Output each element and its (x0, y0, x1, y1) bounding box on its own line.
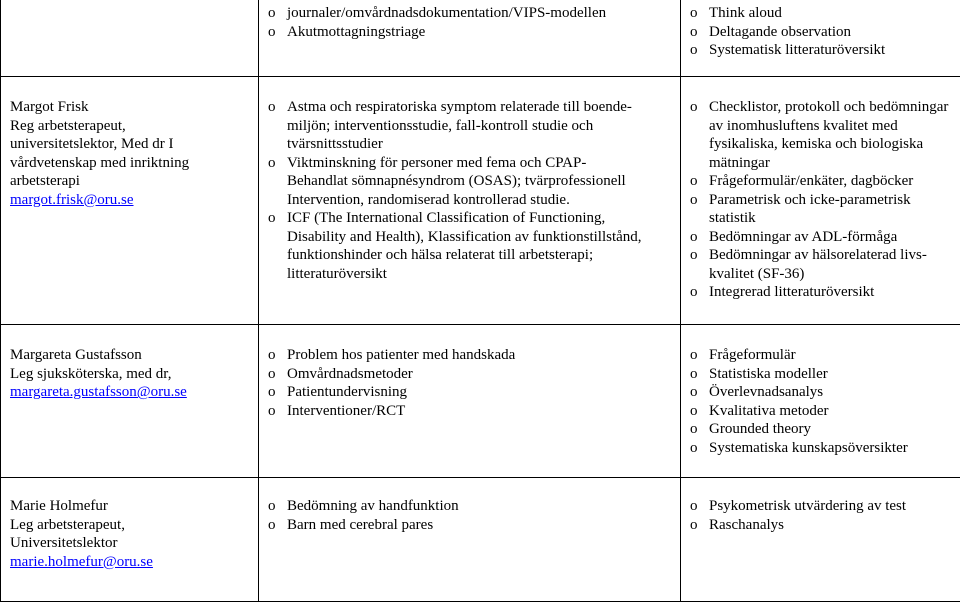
topic-item-text: Disability and Health), Klassification av funktionstillstånd, (287, 228, 680, 247)
method-item-text: Deltagande observation (709, 23, 960, 42)
researcher-name: Margot Frisk (10, 98, 258, 117)
method-item (690, 41, 960, 60)
bullet-marker: o (690, 283, 698, 302)
bullet-marker: o (690, 228, 698, 247)
bullet-marker: o (268, 4, 276, 23)
bullet-marker: o (268, 23, 276, 42)
method-item-text: Bedömningar av hälsorelaterad livs- (709, 246, 960, 265)
topic-item (268, 154, 680, 210)
method-item (690, 98, 960, 172)
researcher-title-line: vårdvetenskap med inriktning (10, 154, 258, 173)
researcher-title-line: Leg sjuksköterska, med dr, (10, 365, 258, 384)
topic-item-text: Omvårdnadsmetoder (287, 365, 680, 384)
bullet-marker: o (268, 402, 276, 421)
method-item (690, 516, 960, 535)
topics-list (268, 98, 680, 283)
bullet-marker: o (690, 402, 698, 421)
table-row (1, 0, 960, 77)
method-item (690, 439, 960, 458)
method-item (690, 246, 960, 283)
method-item-text: Parametrisk och icke-parametrisk (709, 191, 960, 210)
topic-item-text: Akutmottagningstriage (287, 23, 680, 42)
bullet-marker: o (690, 98, 698, 117)
email-link[interactable]: margot.frisk@oru.se (10, 191, 258, 210)
bullet-marker: o (268, 154, 276, 173)
methods-cell (681, 0, 960, 77)
topic-item-text: Behandlat sömnapnésyndrom (OSAS); tvärprofessionell (287, 172, 680, 191)
topic-item-text: Bedömning av handfunktion (287, 497, 680, 516)
topic-item (268, 365, 680, 384)
methods-list (690, 497, 960, 534)
researcher-cell (1, 77, 259, 325)
researcher-cell (1, 478, 259, 602)
topic-item (268, 209, 680, 283)
method-item-text: Statistiska modeller (709, 365, 960, 384)
researcher-title-line: Leg arbetsterapeut, (10, 516, 258, 535)
method-item-text: av inomhusluftens kvalitet med (709, 117, 960, 136)
method-item-text: Systematisk litteraturöversikt (709, 41, 960, 60)
method-item-text: kvalitet (SF-36) (709, 265, 960, 284)
topic-item-text: litteraturöversikt (287, 265, 680, 284)
table-row (1, 325, 960, 478)
bullet-marker: o (690, 246, 698, 265)
method-item-text: statistik (709, 209, 960, 228)
topic-item (268, 346, 680, 365)
bullet-marker: o (690, 346, 698, 365)
research-topics-cell (259, 0, 681, 77)
topic-item-text: Barn med cerebral pares (287, 516, 680, 535)
research-topics-cell (259, 478, 681, 602)
methods-cell (681, 478, 960, 602)
topic-item-text: miljön; interventionsstudie, fall-kontroll studie och (287, 117, 680, 136)
method-item-text: Bedömningar av ADL-förmåga (709, 228, 960, 247)
bullet-marker: o (268, 497, 276, 516)
topics-list (268, 4, 680, 41)
bullet-marker: o (268, 209, 276, 228)
method-item-text: Psykometrisk utvärdering av test (709, 497, 960, 516)
bullet-marker: o (690, 497, 698, 516)
method-item (690, 420, 960, 439)
method-item (690, 346, 960, 365)
topic-item-text: Astma och respiratoriska symptom relaterade till boende- (287, 98, 680, 117)
researcher-title-line: arbetsterapi (10, 172, 258, 191)
bullet-marker: o (690, 420, 698, 439)
method-item-text: Frågeformulär/enkäter, dagböcker (709, 172, 960, 191)
method-item (690, 23, 960, 42)
method-item-text: Raschanalys (709, 516, 960, 535)
method-item (690, 365, 960, 384)
method-item-text: Frågeformulär (709, 346, 960, 365)
bullet-marker: o (690, 191, 698, 210)
bullet-marker: o (268, 365, 276, 384)
researcher-cell (1, 0, 259, 77)
method-item (690, 383, 960, 402)
method-item-text: Systematiska kunskapsöversikter (709, 439, 960, 458)
method-item-text: mätningar (709, 154, 960, 173)
method-item-text: fysikaliska, kemiska och biologiska (709, 135, 960, 154)
bullet-marker: o (690, 383, 698, 402)
method-item (690, 172, 960, 191)
methods-list (690, 346, 960, 457)
bullet-marker: o (690, 365, 698, 384)
bullet-marker: o (690, 172, 698, 191)
researcher-name: Marie Holmefur (10, 497, 258, 516)
method-item (690, 228, 960, 247)
method-item (690, 497, 960, 516)
topic-item-text: Intervention, randomiserad kontrollerad studie. (287, 191, 680, 210)
method-item-text: Think aloud (709, 4, 960, 23)
bullet-marker: o (690, 41, 698, 60)
topic-item-text: Problem hos patienter med handskada (287, 346, 680, 365)
topic-item-text: journaler/omvårdnadsdokumentation/VIPS-modellen (287, 4, 680, 23)
researcher-title-line: Universitetslektor (10, 534, 258, 553)
method-item (690, 4, 960, 23)
topic-item (268, 383, 680, 402)
topic-item (268, 4, 680, 23)
research-topics-cell (259, 325, 681, 478)
researcher-cell (1, 325, 259, 478)
topic-item (268, 516, 680, 535)
methods-cell (681, 325, 960, 478)
topic-item (268, 497, 680, 516)
method-item (690, 402, 960, 421)
method-item (690, 283, 960, 302)
topic-item-text: funktionshinder och hälsa relaterat till arbetsterapi; (287, 246, 680, 265)
method-item-text: Grounded theory (709, 420, 960, 439)
topic-item (268, 98, 680, 154)
method-item-text: Överlevnadsanalys (709, 383, 960, 402)
researcher-title-line: universitetslektor, Med dr I (10, 135, 258, 154)
researcher-name: Margareta Gustafsson (10, 346, 258, 365)
topic-item-text: tvärsnittsstudier (287, 135, 680, 154)
bullet-marker: o (690, 516, 698, 535)
method-item-text: Kvalitativa metoder (709, 402, 960, 421)
methods-list (690, 98, 960, 302)
research-topics-cell (259, 77, 681, 325)
topic-item-text: ICF (The International Classification of Functioning, (287, 209, 680, 228)
topic-item (268, 23, 680, 42)
bullet-marker: o (268, 98, 276, 117)
topic-item-text: Patientundervisning (287, 383, 680, 402)
bullet-marker: o (268, 516, 276, 535)
method-item (690, 191, 960, 228)
table-row (1, 77, 960, 325)
method-item-text: Checklistor, protokoll och bedömningar (709, 98, 960, 117)
topic-item-text: Interventioner/RCT (287, 402, 680, 421)
bullet-marker: o (690, 23, 698, 42)
email-link[interactable]: marie.holmefur@oru.se (10, 553, 258, 572)
table-row (1, 478, 960, 602)
topics-list (268, 497, 680, 534)
methods-cell (681, 77, 960, 325)
bullet-marker: o (268, 346, 276, 365)
methods-list (690, 4, 960, 60)
bullet-marker: o (690, 4, 698, 23)
topics-list (268, 346, 680, 420)
researcher-title-line: Reg arbetsterapeut, (10, 117, 258, 136)
bullet-marker: o (268, 383, 276, 402)
bullet-marker: o (690, 439, 698, 458)
email-link[interactable]: margareta.gustafsson@oru.se (10, 383, 258, 402)
topic-item-text: Viktminskning för personer med fema och CPAP- (287, 154, 680, 173)
topic-item (268, 402, 680, 421)
method-item-text: Integrerad litteraturöversikt (709, 283, 960, 302)
